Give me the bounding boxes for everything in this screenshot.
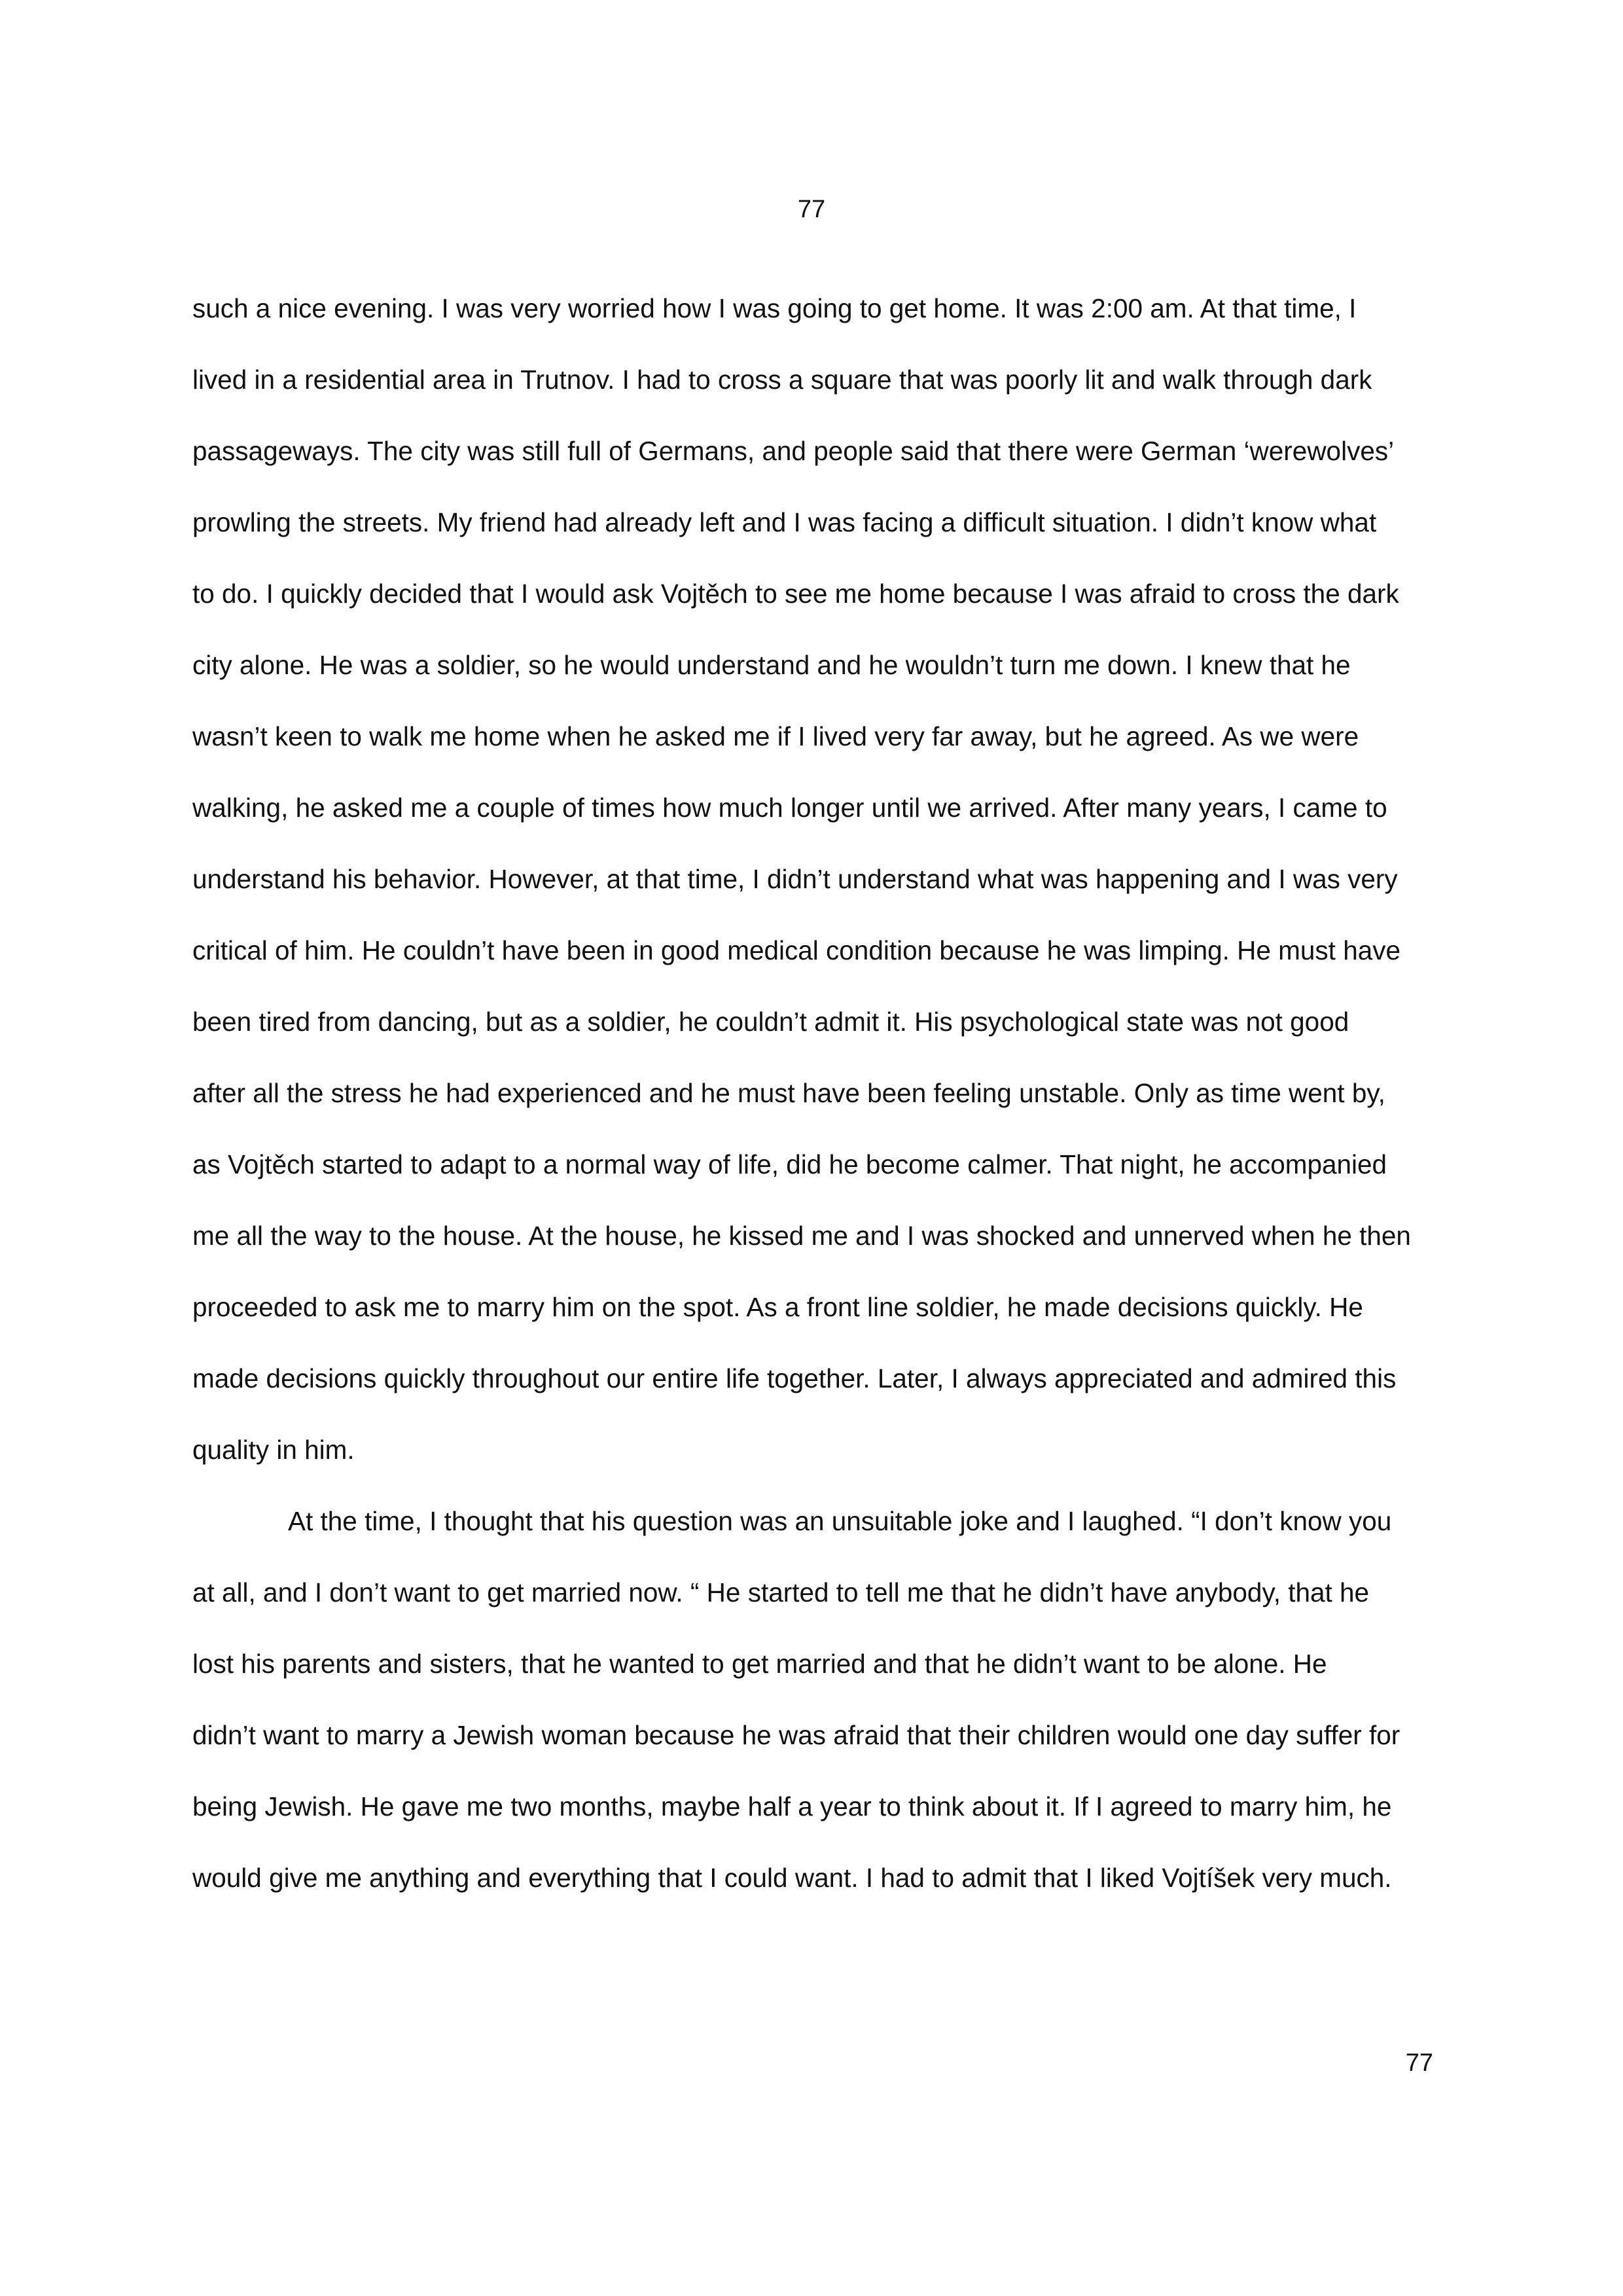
text-line: been tired from dancing, but as a soldier, he couldn’t admit it. His psychological state was not good (192, 1007, 1349, 1037)
text-line: critical of him. He couldn’t have been in good medical condition because he was limping. He must have (192, 935, 1401, 965)
text-line: at all, and I don’t want to get married now. “ He started to tell me that he didn’t have anybody, that he (192, 1577, 1370, 1607)
text-line: being Jewish. He gave me two months, maybe half a year to think about it. If I agreed to marry him, he (192, 1791, 1392, 1821)
text-line: passageways. The city was still full of Germans, and people said that there were German ‘werewolves’ (192, 436, 1395, 466)
text-line: made decisions quickly throughout our entire life together. Later, I always appreciated and admired this (192, 1363, 1397, 1393)
page-number-top: 77 (797, 196, 826, 223)
text-line: lost his parents and sisters, that he wanted to get married and that he didn’t want to be alone. He (192, 1649, 1327, 1679)
text-line: after all the stress he had experienced and he must have been feeling unstable. Only as time went by, (192, 1078, 1385, 1108)
text-line: to do. I quickly decided that I would ask Vojtěch to see me home because I was afraid to cross the dark (192, 579, 1399, 609)
text-line: wasn’t keen to walk me home when he asked me if I lived very far away, but he agreed. As we were (192, 721, 1359, 751)
text-line: walking, he asked me a couple of times how much longer until we arrived. After many years, I came to (192, 793, 1387, 823)
text-line: me all the way to the house. At the house, he kissed me and I was shocked and unnerved when he then (192, 1221, 1411, 1251)
text-line: such a nice evening. I was very worried how I was going to get home. It was 2:00 am. At that time, I (192, 293, 1357, 323)
text-line: lived in a residential area in Trutnov. I had to cross a square that was poorly lit and walk through dark (192, 365, 1372, 395)
text-line: prowling the streets. My friend had already left and I was facing a difficult situation. I didn’t know what (192, 507, 1377, 537)
text-line: At the time, I thought that his question was an unsuitable joke and I laughed. “I don’t know you (288, 1506, 1392, 1536)
text-line: proceeded to ask me to marry him on the spot. As a front line soldier, he made decisions quickly. He (192, 1292, 1363, 1322)
text-line: quality in him. (192, 1435, 355, 1465)
text-line: would give me anything and everything that I could want. I had to admit that I liked Vojtíšek very much. (192, 1863, 1392, 1893)
page-number-bottom: 77 (1405, 2049, 1433, 2077)
text-line: city alone. He was a soldier, so he would understand and he wouldn’t turn me down. I knew that he (192, 650, 1351, 680)
text-line: didn’t want to marry a Jewish woman because he was afraid that their children would one day suffer for (192, 1720, 1400, 1750)
text-line: understand his behavior. However, at that time, I didn’t understand what was happening and I was very (192, 864, 1398, 894)
text-line: as Vojtěch started to adapt to a normal way of life, did he become calmer. That night, he accompanied (192, 1149, 1387, 1179)
